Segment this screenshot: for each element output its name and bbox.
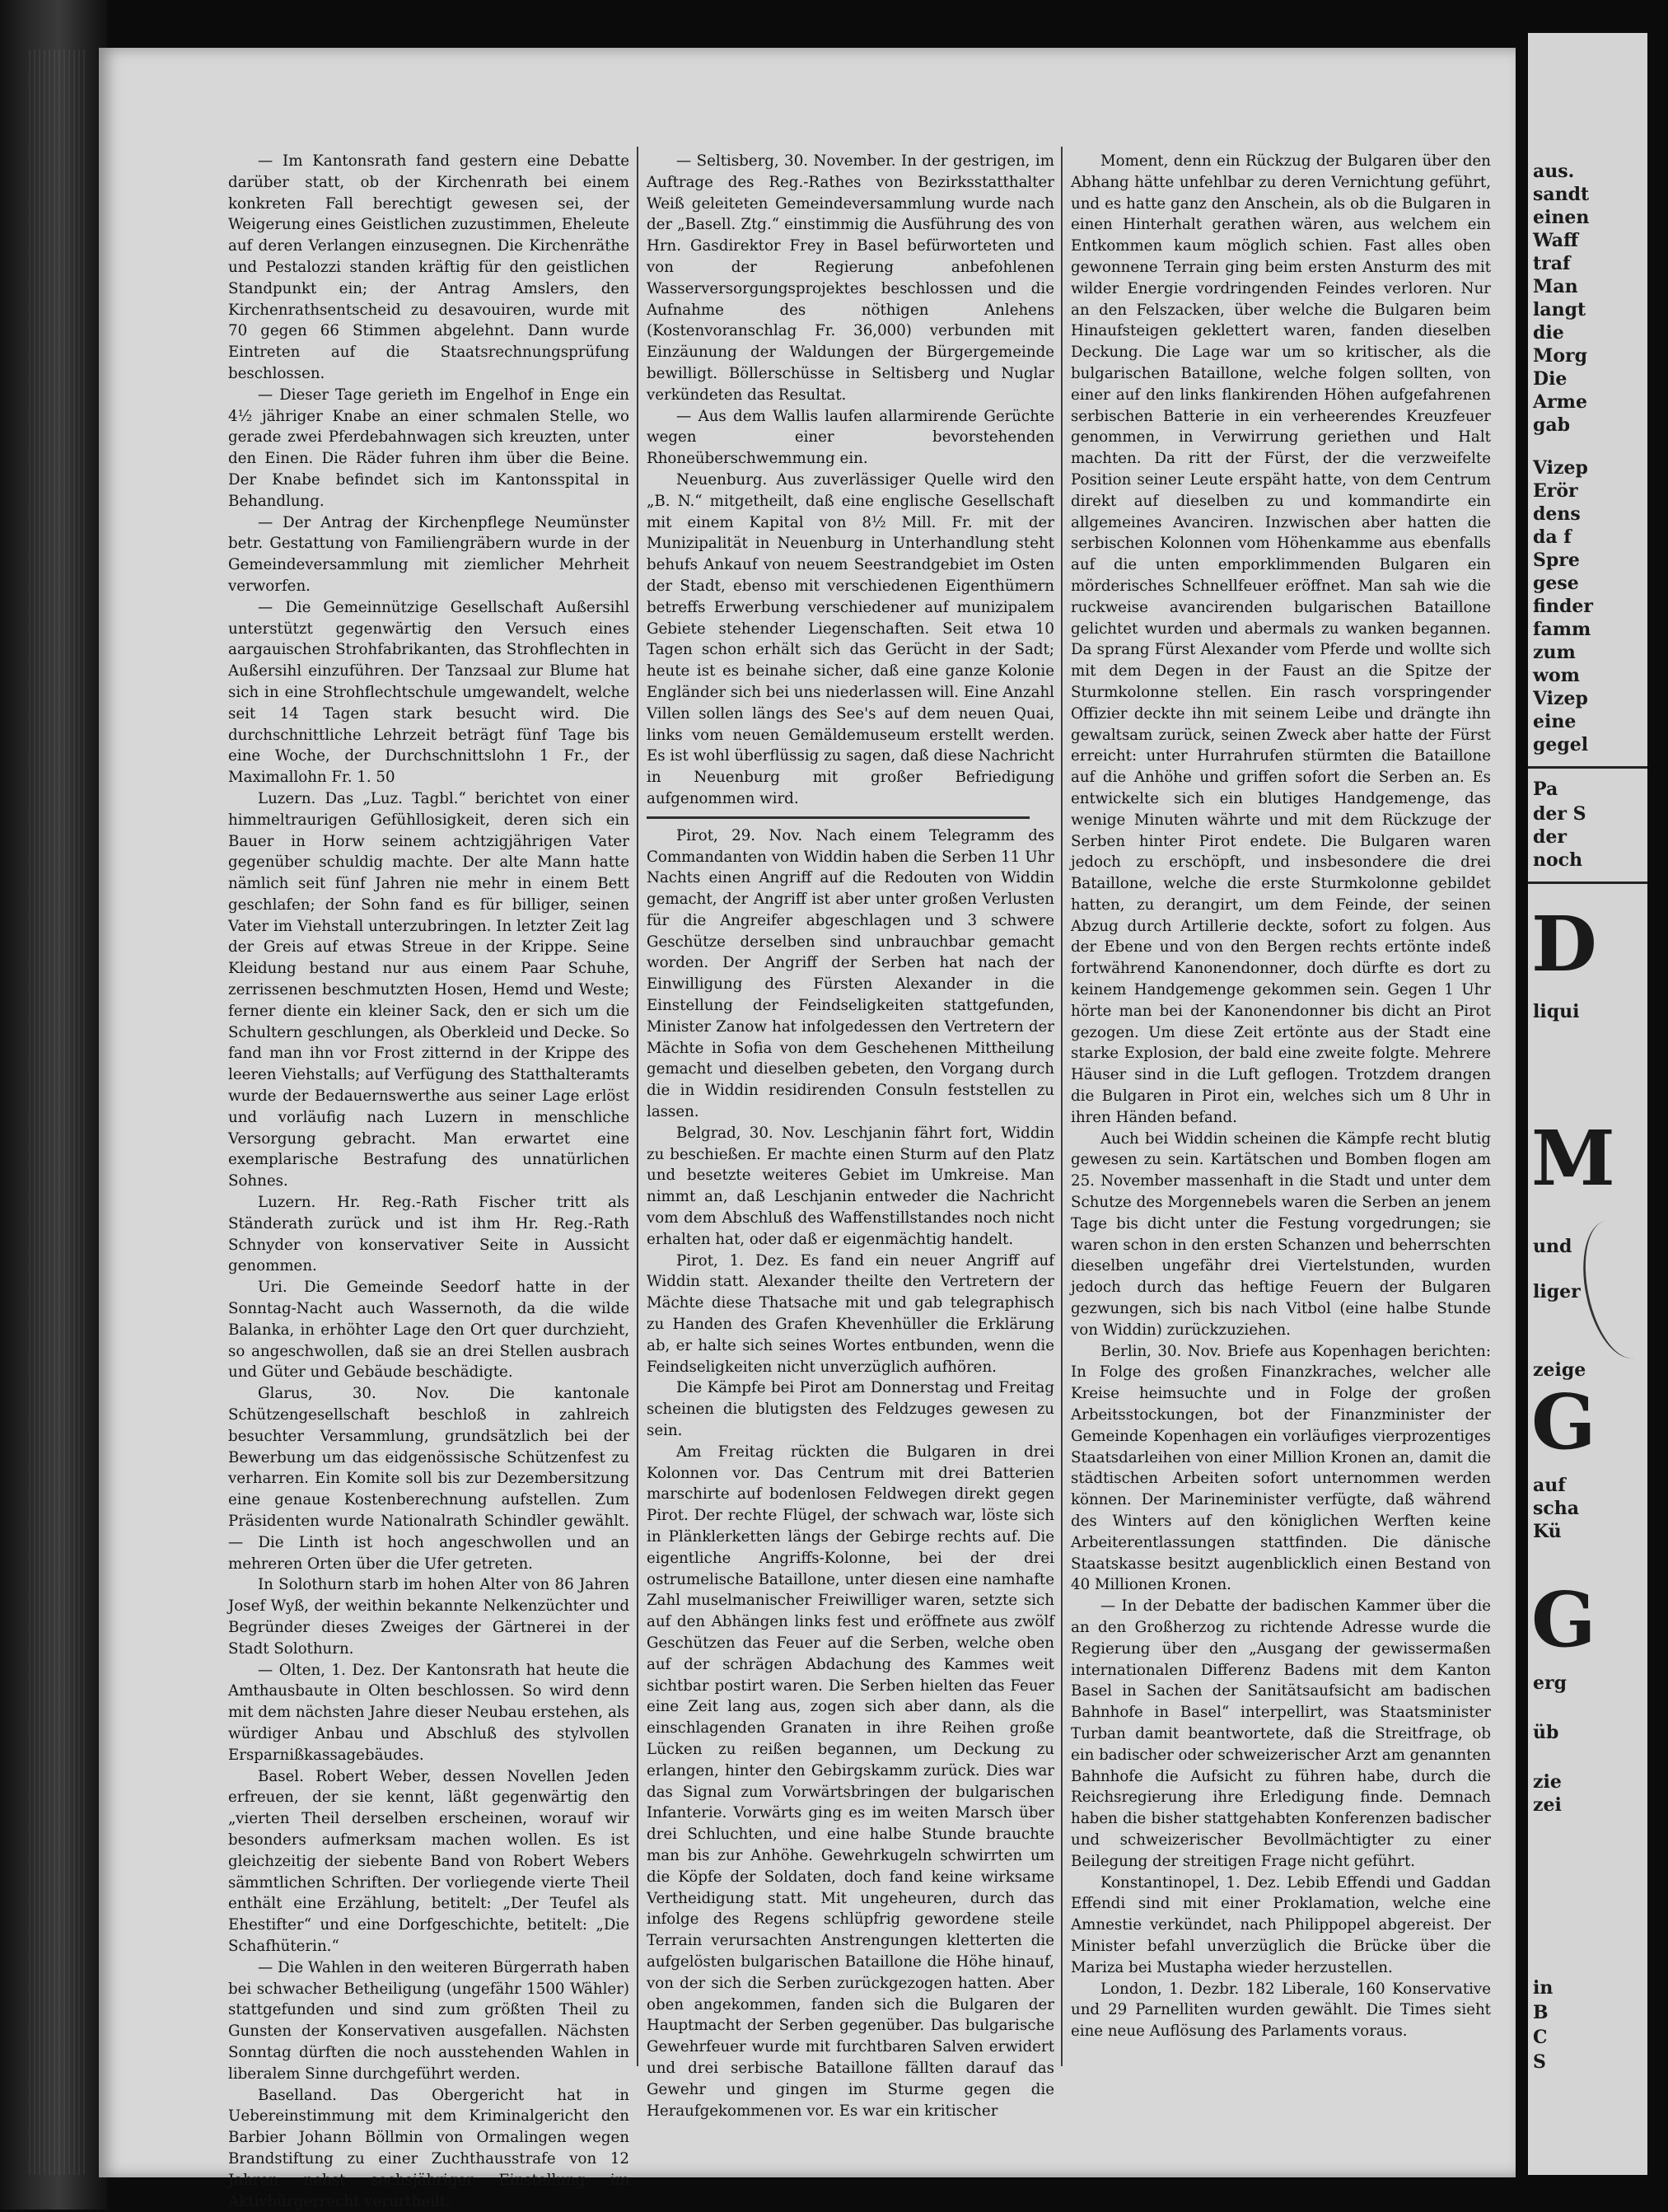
- article: — Der Antrag der Kirchenpflege Neumünster betr. Gestattung von Familiengräbern wurde in der Gemeindeversammlung mit ziemlicher Mehrheit verworfen.: [228, 513, 629, 595]
- fragment: famm: [1533, 619, 1591, 640]
- fragment: zum: [1533, 642, 1576, 663]
- fragment: zeige: [1533, 1359, 1586, 1381]
- fragment: in: [1533, 1977, 1554, 1999]
- article: Moment, denn ein Rückzug der Bulgaren über den Abhang hätte unfehlbar zu deren Vernichtung geführt, und es hatte ganz den Anschein, als ob die Bulgaren in einen Hinterhalt gerathen wären, aus welchem ein Entkommen kaum möglich schien. Fast alles oben gewonnene Terrain ging beim ersten Ansturm des mit wilder Energie vordringenden Feindes verloren. Nur an den Felszacken, über welche die Bulgaren beim Hinaufsteigen geklettert waren, fanden dieselben Deckung. Die Lage war um so kritischer, als die bulgarischen Bataillone, welche folgen sollten, von einer auf den links flankirenden Höhen aufgefahrenen serbischen Batterie in ein verheerendes Kreuzfeuer genommen, in Verwirrung geriethen und Halt machten. Da ritt der Fürst, der die verzweifelte Position seiner Leute erspäht hatte, von dem Centrum direkt auf dieselben zu und kommandirte ein allgemeines Avanciren. Inzwischen aber hatten die serbischen Kolonnen vom Höhenkamme aus ebenfalls auf die unten emporklimmenden Bulgaren ein mörderisches Schnellfeuer eröffnet. Man sah wie die ruckweise avancirenden bulgarischen Bataillone gelichtet wurden und abermals zu wanken begannen. Da sprang Fürst Alexander vom Pferde und wollte sich mit dem Degen in der Faust an die Spitze der Sturmkolonne stellen. Ein rasch vorspringender Offizier deckte ihn mit seinem Leibe und drängte ihn gewaltsam zurück, seinen Zweck aber hatte der Fürst erreicht: unter Hurrahrufen stürmten die Bataillone auf die Anhöhe und griffen sofort die Serben an. Es entwickelte sich ein blutiges Handgemenge, das wenige Minuten währte und mit dem Rückzuge der Serben hinter Pirot endete. Die Bulgaren waren jedoch zu erschöpft, und insbesondere die drei Bataillone, welche die erste Sturmkolonne gebildet hatten, zu derangirt, um dem Feinde, der seinen Abzug durch Artillerie deckte, sofort zu folgen. Aus der Ebene und von den Bergen rechts ertönte indeß fortwährend Kanonendonner, doch dürfte es dort zu keinem Handgemenge gekommen sein. Gegen 1 Uhr hörte man bei der Kanonendonner bis dicht an Pirot gezogen. Um diese Zeit ertönte aus der Stadt eine starke Explosion, der bald eine zweite folgte. Mehrere Häuser sind in die Luft geflogen. Trotzdem drangen die Bulgaren in Pirot ein, welches sich um 8 Uhr in ihren Händen befand.: [1071, 152, 1491, 1126]
- section-divider: [647, 816, 1030, 819]
- article: London, 1. Dezbr. 182 Liberale, 160 Konservative und 29 Parnelliten wurden gewählt. Die Times sieht eine neue Auflösung des Parlaments voraus.: [1071, 1980, 1491, 2041]
- fragment: üb: [1533, 1722, 1559, 1743]
- article: — Die Gemeinnützige Gesellschaft Außersihl unterstützt gegenwärtig den Versuch eines aargauischen Strohfabrikanten, das Strohflechten in Außersihl einzuführen. Der Tanzsaal zur Blume hat sich in eine Strohflechtschule umgewandelt, welche seit 14 Tagen stark besucht wird. Die durchschnittliche Lehrzeit beträgt fünf Tage bis eine Woche, der Durchschnittslohn 1 Fr., der Maximallohn Fr. 1. 50: [228, 598, 629, 787]
- article: Luzern. Das „Luz. Tagbl.“ berichtet von einer himmeltraurigen Gefühllosigkeit, deren sich ein Bauer in Horw seinem achtzigjährigen Vater gegenüber schuldig machte. Der alte Mann hatte nämlich seit fünf Jahren nie mehr in einem Bett geschlafen; der Sohn fand es für billiger, seinen Vater im Viehstall unterzubringen. In letzter Zeit lag der Greis auf etwas Streue in der Krippe. Seine Kleidung bestand nur aus einem Paar Schuhe, zerrissenen beschmutzten Hosen, Hemd und Weste; ferner diente ein kleiner Sack, den er sich um die Schultern geschlungen, als Oberkleid und Decke. So fand man ihn vor Frost zitternd in der Krippe des leeren Viehstalls; auf Verfügung des Statthalteramts wurde der Bedauernswerthe aus seiner Lage erlöst und vorläufig nach Luzern in menschliche Versorgung gebracht. Man erwartet eine exemplarische Bestrafung des unnatürlichen Sohnes.: [228, 789, 629, 1190]
- fragment: C: [1533, 2027, 1548, 2048]
- fragment: liqui: [1533, 1001, 1580, 1022]
- fragment: der: [1533, 826, 1567, 848]
- article: — Olten, 1. Dez. Der Kantonsrath hat heute die Amthausbaute in Olten beschlossen. So wird denn mit dem nächsten Jahre dieser Neubau erstehen, als würdiger Anbau und Abschluß des stylvollen Ersparnißkassagebäudes.: [228, 1661, 629, 1764]
- newspaper-page: [99, 48, 1516, 2210]
- fragment: traf: [1533, 253, 1571, 274]
- headline-fragment: M: [1531, 1114, 1615, 1203]
- fragment: Pa: [1533, 779, 1558, 800]
- headline-fragment: D: [1531, 900, 1597, 989]
- fragment: Die: [1533, 368, 1568, 390]
- fragment: B: [1533, 2002, 1549, 2023]
- fragment: noch: [1533, 849, 1583, 871]
- column-rule: [1061, 147, 1063, 2066]
- article: Luzern. Hr. Reg.-Rath Fischer tritt als Ständerath zurück und ist ihm Hr. Reg.-Rath Schnyder von konservativer Seite in Aussicht genommen.: [228, 1194, 629, 1275]
- article: — Aus dem Wallis laufen allarmirende Gerüchte wegen einer bevorstehenden Rhoneüberschwemmung ein.: [647, 407, 1054, 468]
- column-2: [647, 151, 1054, 2120]
- article: — Dieser Tage gerieth im Engelhof in Enge ein 4½ jähriger Knabe an einer schmalen Stelle, wo gerade zwei Pferdebahnwagen sich kreuzten, unter den Einen. Die Räder fuhren ihm über die Beine. Der Knabe befindet sich im Kantonsspital in Behandlung.: [228, 386, 629, 510]
- fragment: da f: [1533, 526, 1572, 548]
- article: — In der Debatte der badischen Kammer über die an den Großherzog zu richtende Adresse wurde die Regierung über den „Ausgang der gewissermaßen internationalen Differenz Badens mit dem Kanton Basel in Sachen der Sanitätsaufsicht am badischen Bahnhofe in Basel“ interpellirt, was Staatsminister Turban damit beantwortete, daß die Streitfrage, ob ein badischer oder schweizerischer Arzt am genannten Bahnhofe die Aufsicht zu führen habe, durch die Reichsregierung ihre Erledigung finde. Demnach haben die bisher stattgehabten Konferenzen badischer und schweizerischer Bevollmächtigter zu einer Beilegung der streitigen Frage nicht geführt.: [1071, 1597, 1491, 1870]
- fragment: zie: [1533, 1771, 1562, 1793]
- fragment: scha: [1533, 1498, 1580, 1519]
- article: Pirot, 1. Dez. Es fand ein neuer Angriff auf Widdin statt. Alexander theilte den Vertretern der Mächte diese Thatsache mit und gab telegraphisch zu Handen des Grafen Khevenhüller die Erklärung ab, er halte sich seines Wortes entbunden, wenn die Feindseligkeiten nicht unverzüglich aufhören.: [647, 1251, 1054, 1376]
- fragment: langt: [1533, 299, 1586, 320]
- article: Am Freitag rückten die Bulgaren in drei Kolonnen vor. Das Centrum mit drei Batterien marschirte auf bodenlosen Feldwegen direkt gegen Pirot. Der rechte Flügel, der schwach war, löste sich in Plänklerketten längs der Gebirge rechts auf. Die eigentliche Angriffs-Kolonne, bei der drei ostrumelische Bataillone, unter diesen eine namhafte Zahl muselmanischer Freiwilliger waren, setzte sich auf den Abhängen links fest und eröffnete aus zwölf Geschützen das Feuer auf die Serben, welche oben auf der schrägen Abdachung des Kammes weit sichtbar postirt waren. Die Serben hielten das Feuer eine Zeit lang aus, zogen sich aber dann, als die einschlagenden Granaten in ihre Reihen große Lücken zu reißen begannen, um Deckung zu erlangen, hinter den Gebirgskamm zurück. Dies war das Signal zum Vorwärtsbringen der bulgarischen Infanterie. Vorwärts ging es im weiten Marsch über drei Schluchten, und eine halbe Stunde brauchte man bis zur Anhöhe. Gewehrkugeln schwirrten um die Köpfe der Soldaten, doch fand keine wirksame Vertheidigung statt. Mit ungeheuren, durch das infolge des Regens schlüpfrig gewordene steile Terrain verursachten Anstrengungen kletterten die aufgelösten bulgarischen Bataillone die Höhe hinauf, von der sich die Serben zurückgezogen hatten. Aber oben angekommen, fanden sich die Bulgaren der Hauptmacht der Serben gegenüber. Das bulgarische Gewehrfeuer wurde mit furchtbaren Salven erwidert und drei serbische Bataillone fällten darauf das Gewehr und gingen im Sturme gegen die Heraufgekommenen vor. Es war ein kritischer: [647, 1443, 1054, 2120]
- article: Konstantinopel, 1. Dez. Lebib Effendi und Gaddan Effendi sind mit einer Proklamation, welche eine Amnestie verkündet, nach Philippopel abgereist. Der Minister befahl unverzüglich die Brücke über die Mariza bei Mustapha wieder herzustellen.: [1071, 1873, 1491, 1976]
- fragment: S: [1533, 2051, 1546, 2073]
- fragment: Man: [1533, 276, 1578, 297]
- fragment: liger: [1533, 1281, 1581, 1302]
- fragment: Kü: [1533, 1521, 1562, 1542]
- headline-fragment: G: [1531, 1377, 1596, 1466]
- fragment: Morg: [1533, 345, 1587, 367]
- article: — Die Wahlen in den weiteren Bürgerrath haben bei schwacher Betheiligung (ungefähr 1500 Wähler) stattgefunden und sind zum größten Theil zu Gunsten der Konservativen ausgefallen. Nächsten Sonntag dürften die noch ausstehenden Wahlen in liberalem Sinne durchgeführt werden.: [228, 1958, 629, 2083]
- fragment: gese: [1533, 573, 1579, 594]
- fragment: aus.: [1533, 161, 1575, 182]
- article: Baselland. Das Obergericht hat in Uebereinstimmung mit dem Kriminalgericht den Barbier Johann Böllmin von Ormalingen wegen Brandstiftung zu einer Zuchthausstrafe von 12 Jahren nebst sechsjähriger Einstellung im Aktivbürgerrecht verurtheilt.: [228, 2086, 629, 2210]
- fragment: der S: [1533, 803, 1586, 825]
- article: Glarus, 30. Nov. Die kantonale Schützengesellschaft beschloß in zahlreich besuchter Versammlung, grundsätzlich bei der Bewerbung um das eidgenössische Schützenfest zu verharren. Ein Komite soll bis zur Dezembersitzung eine genaue Kostenberechnung aufstellen. Zum Präsidenten wurde Nationalrath Schindler gewählt. — Die Linth ist hoch angeschwollen und an mehreren Orten über die Ufer getreten.: [228, 1385, 629, 1573]
- article: Neuenburg. Aus zuverlässiger Quelle wird den „B. N.“ mitgetheilt, daß eine englische Gesellschaft mit einem Kapital von 8½ Mill. Fr. mit der Munizipalität in Neuenburg in Unterhandlung steht behufs Ankauf von neuem Seestrandgebiet im Osten der Stadt, ebenso mit verschiedenen Eigenthümern betreffs Erwerbung verschiedener auf munizipalem Gebiete stehender Liegenschaften. Seit etwa 10 Tagen schon erhält sich das Gerücht in der Sadt; heute ist es beinahe sicher, daß eine ganze Kolonie Engländer sich bei uns niederlassen will. Eine Anzahl Villen sollen längs des See's auf dem neuen Quai, links vom neuen Gemäldemuseum erstellt werden. Es ist wohl überflüssig zu sagen, daß diese Nachricht in Neuenburg mit großer Befriedigung aufgenommen wird.: [647, 470, 1054, 807]
- fragment: die: [1533, 322, 1564, 344]
- divider: [1528, 766, 1647, 769]
- article: — Seltisberg, 30. November. In der gestrigen, im Auftrage des Reg.-Rathes von Bezirksstatthalter Weiß geleiteten Gemeindeversammlung wurde nach der „Basell. Ztg.“ einstimmig die Ausführung des von Hrn. Gasdirektor Frey in Basel befürworteten und von der Regierung anbefohlenen Wasserversorgungsprojektes beschlossen und die Aufnahme des nöthigen Anlehens (Kostenvoranschlag Fr. 36,000) verbunden mit Einzäunung der Waldungen der Bürgergemeinde bewilligt. Böllerschüsse in Seltisberg und Nuglar verkündeten das Resultat.: [647, 152, 1054, 404]
- fragment: und: [1533, 1236, 1572, 1257]
- article: Belgrad, 30. Nov. Leschjanin fährt fort, Widdin zu beschießen. Er machte einen Sturm auf den Platz und besetzte weiteres Gebiet im Umkreise. Man nimmt an, daß Leschjanin entweder die Nachricht vom dem Abschluß des Waffenstillstandes noch nicht erhalten hat, oder daß er eigenmächtig handelt.: [647, 1124, 1054, 1248]
- fragment: dens: [1533, 503, 1581, 525]
- fragment: eine: [1533, 711, 1577, 732]
- divider: [1528, 882, 1647, 884]
- fragment: Waff: [1533, 230, 1579, 251]
- article: In Solothurn starb im hohen Alter von 86 Jahren Josef Wyß, der weithin bekannte Nelkenzüchter und Begründer dieses Zweiges der Gärtnerei in der Stadt Solothurn.: [228, 1576, 629, 1658]
- fragment: zei: [1533, 1794, 1562, 1816]
- column-rule: [637, 147, 638, 2066]
- column-1: [228, 151, 629, 2210]
- fragment: Arme: [1533, 391, 1587, 413]
- book-spine: [0, 0, 107, 2210]
- article: Uri. Die Gemeinde Seedorf hatte in der Sonntag-Nacht auch Wassernoth, da die wilde Balanka, in erhöhter Lage den Ort quer durchzieht, so angeschwollen, daß sie an drei Stellen ausbrach und Güter und Gebäude beschädigte.: [228, 1279, 629, 1382]
- article: Basel. Robert Weber, dessen Novellen Jeden erfreuen, der sie kennt, läßt gegenwärtig den „vierten Theil derselben erscheinen, worauf wir besonders aufmerksam machen wollen. Es ist gleichzeitig der siebente Band von Robert Webers sämmtlichen Schriften. Der vorliegende vierte Theil enthält eine Erzählung, betitelt: „Der Teufel als Ehestifter“ und eine Dorfgeschichte, betitelt: „Die Schafhüterin.“: [228, 1767, 629, 1955]
- column-3: [1071, 151, 1491, 2070]
- fragment: Vizep: [1533, 688, 1588, 709]
- fragment: auf: [1533, 1475, 1566, 1496]
- article: Berlin, 30. Nov. Briefe aus Kopenhagen berichten: In Folge des großen Finanzkraches, welcher alle Kreise heimsuchte und in Folge der großen Arbeitsstockungen, bot der Finanzminister der Gemeinde Kopenhagen ein vorläufiges vierprozentiges Staatsdarleihen von einer Million Kronen an, damit die städtischen Arbeiten sofort unternommen werden können. Der Marineminister verfügte, daß während des Winters auf den königlichen Werften keine Arbeiterentlassungen stattfinden. Die dänische Staatskasse besitzt augenblicklich einen Bestand von 40 Millionen Kronen.: [1071, 1342, 1491, 1594]
- fragment: Vizep: [1533, 457, 1588, 479]
- fragment: sandt: [1533, 184, 1590, 205]
- fragment: erg: [1533, 1672, 1567, 1694]
- fragment: finder: [1533, 596, 1593, 617]
- article: Pirot, 29. Nov. Nach einem Telegramm des Commandanten von Widdin haben die Serben 11 Uhr Nachts einen Angriff auf die Redouten von Widdin gemacht, der Angriff ist aber unter großen Verlusten für die Angreifer abgeschlagen und 3 schwere Geschütze derselben sind unbrauchbar gemacht worden. Der Angriff der Serben hat nach der Einwilligung des Fürsten Alexander in die Einstellung der Feindseligkeiten stattgefunden, Minister Zanow hat infolgedessen den Vertretern der Mächte in Sofia von dem Geschehenen Mittheilung gemacht und dieselben gebeten, den Vorgang durch die in Widdin residirenden Consuln feststellen zu lassen.: [647, 826, 1054, 1121]
- adjacent-page-edge: [1528, 33, 1647, 2175]
- article: Auch bei Widdin scheinen die Kämpfe recht blutig gewesen zu sein. Kartätschen und Bomben flogen am 25. November massenhaft in die Stadt und unter dem Schutze des Morgennebels waren die Serben an jenem Tage bis dicht unter die Festung vorgedrungen; sie waren schon in den ersten Schanzen und beherrschten dieselben ungefähr drei Viertelstunden, wurden jedoch durch das heftige Feuern der Bulgaren gezwungen, sich bis nach Vitbol (eine halbe Stunde von Widdin) zurückzuziehen.: [1071, 1129, 1491, 1339]
- fragment: Erör: [1533, 480, 1578, 502]
- fragment: einen: [1533, 207, 1590, 228]
- article: — Im Kantonsrath fand gestern eine Debatte darüber statt, ob der Kirchenrath bei einem konkreten Fall berechtigt gewesen sei, der Weigerung eines Geistlichen zuzustimmen, Eheleute auf deren Verlangen einzusegnen. Die Kirchenräthe und Pestalozzi standen kräftig für den geistlichen Standpunkt ein; der Antrag Amslers, den Kirchenrathsentscheid zu desavouiren, wurde mit 70 gegen 66 Stimmen abgelehnt. Dann wurde Eintreten auf die Staatsrechnungsprüfung beschlossen.: [228, 152, 629, 382]
- fragment: wom: [1533, 665, 1580, 686]
- fragment: gab: [1533, 414, 1571, 436]
- fragment: Spre: [1533, 549, 1580, 571]
- fragment: gegel: [1533, 734, 1589, 755]
- article: Die Kämpfe bei Pirot am Donnerstag und Freitag scheinen die blutigsten des Feldzuges gewesen zu sein.: [647, 1379, 1054, 1440]
- headline-fragment: G: [1531, 1575, 1596, 1664]
